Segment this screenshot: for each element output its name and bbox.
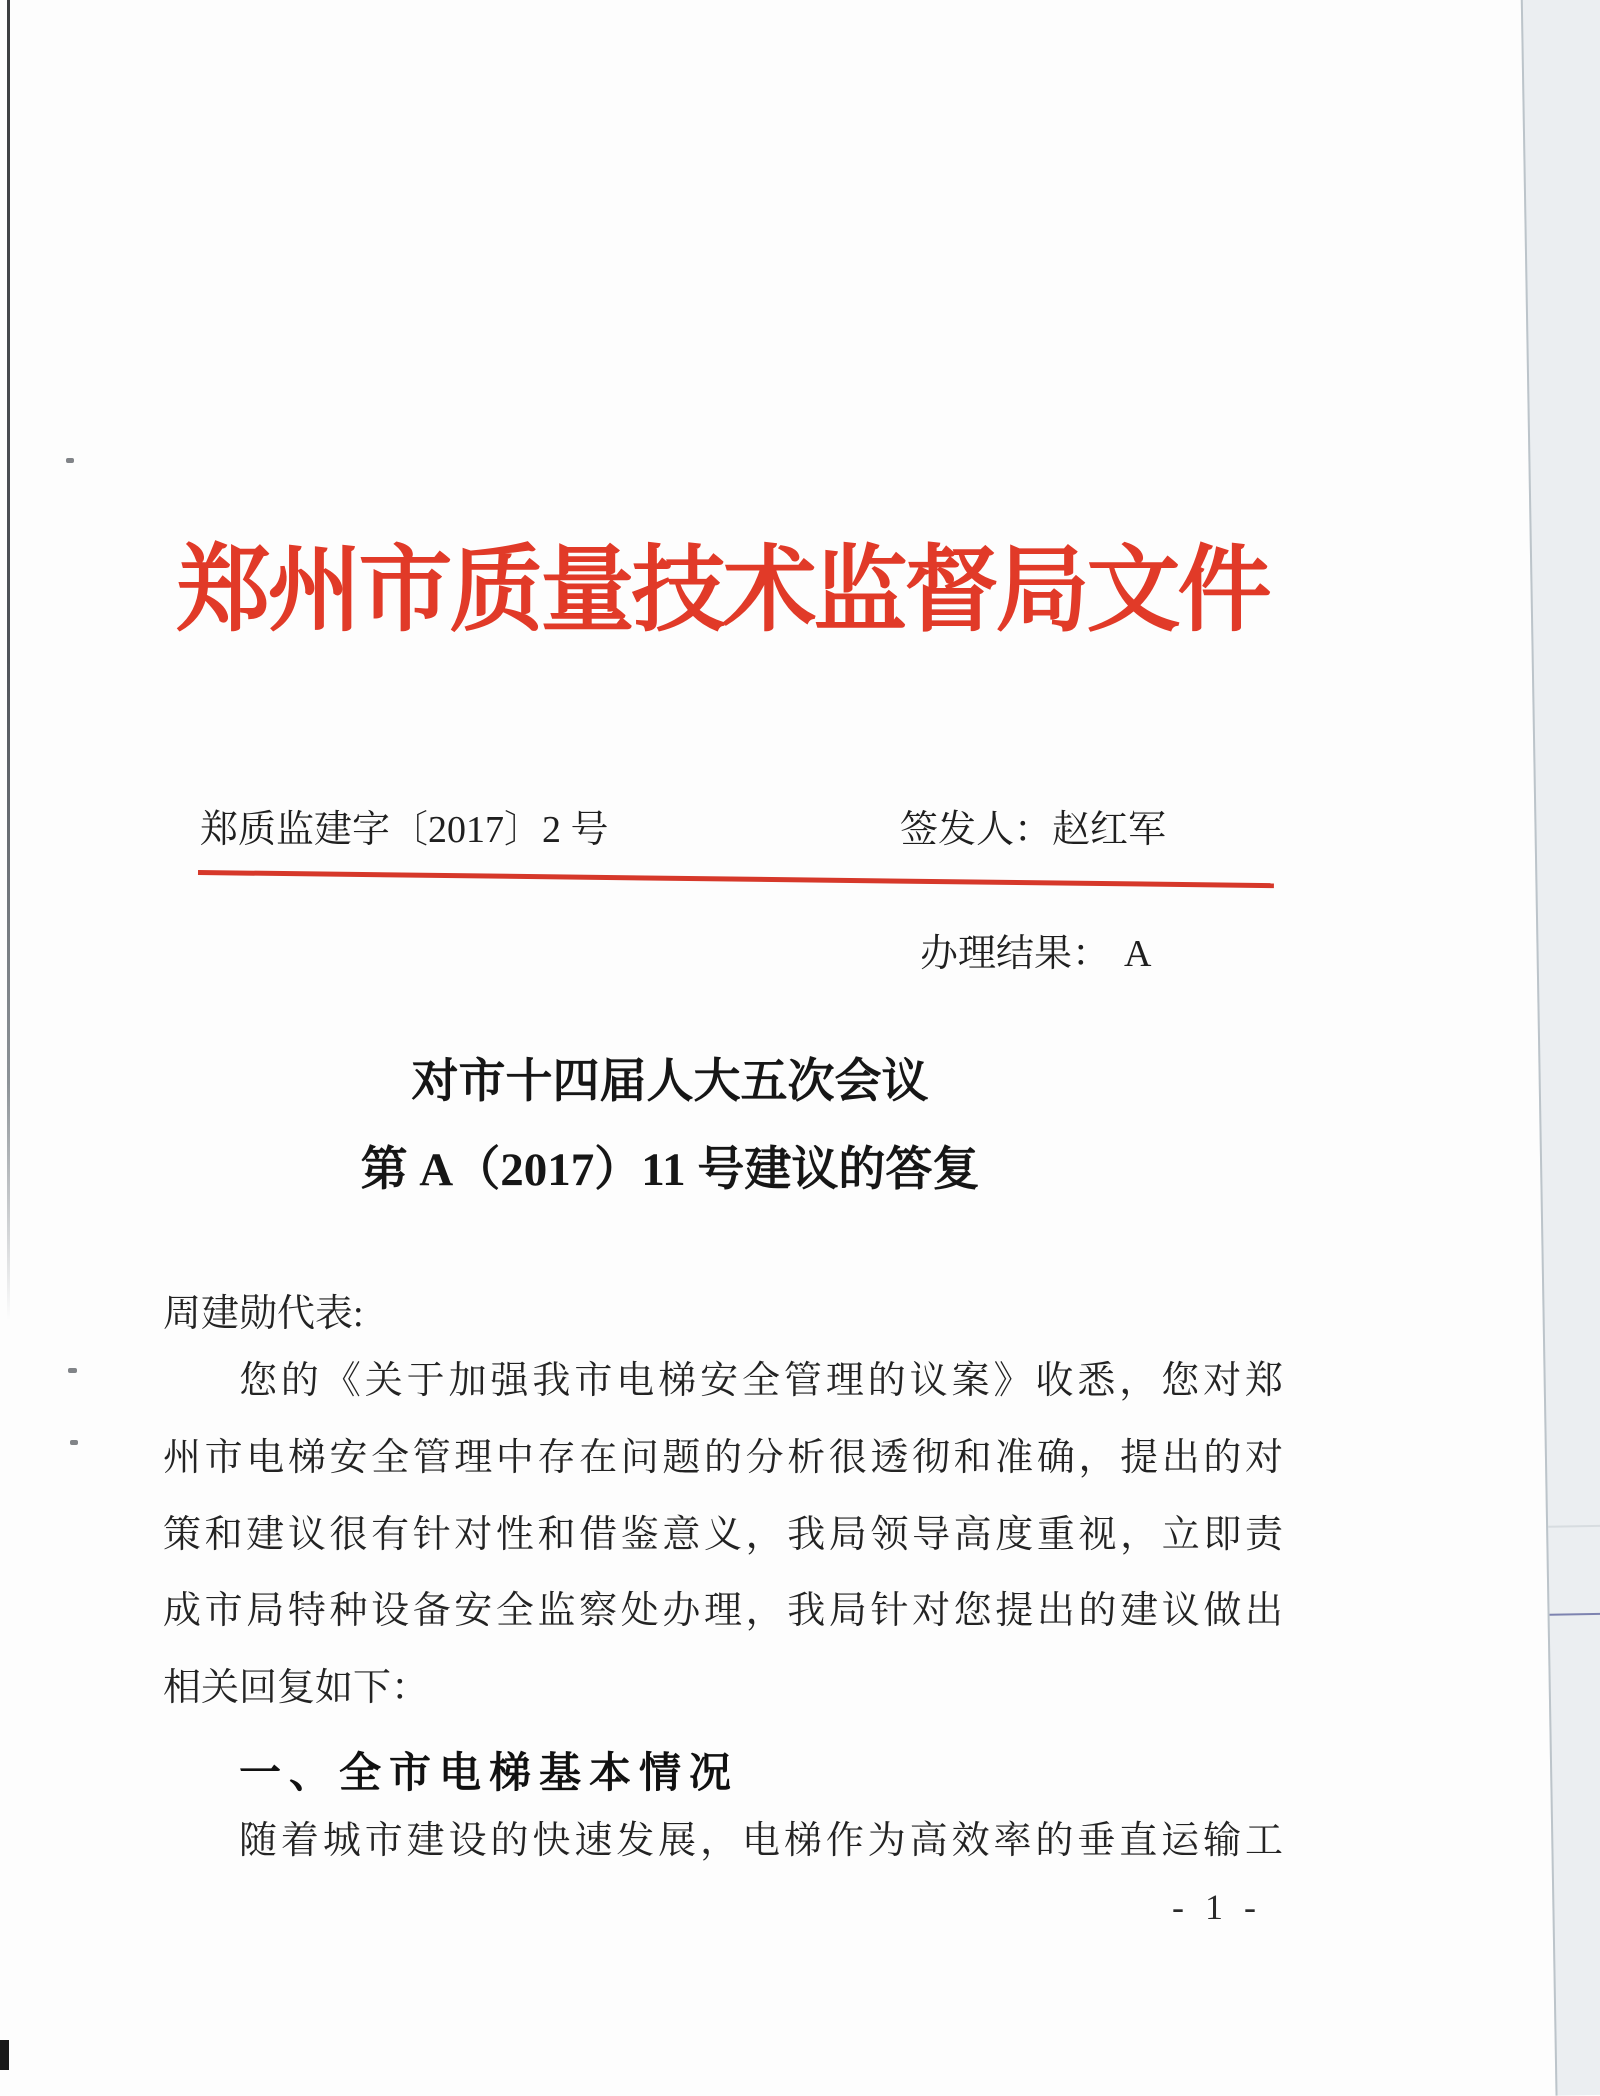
body-line: 相关回复如下： — [163, 1667, 430, 1709]
scan-artifact-purple-line — [1550, 1612, 1600, 1616]
scan-artifact-bottom-left-corner — [0, 2040, 9, 2070]
body-line: 随着城市建设的快速发展，电梯作为高效率的垂直运输工 — [239, 1820, 1283, 1862]
document-title — [160, 1038, 1180, 1214]
document-number: 郑质监建字〔2017〕2 号 — [200, 809, 609, 851]
scan-artifact-speck — [68, 1368, 77, 1373]
processing-result-line — [920, 922, 1151, 977]
agency-letterhead-title: 郑州市质量技术监督局文件 — [176, 539, 1269, 643]
processing-result-label: 办理结果： — [920, 933, 1111, 975]
scan-artifact-left-edge-line — [7, 0, 10, 1320]
issuer-label: 签发人： — [900, 809, 1053, 851]
scan-artifact-speck — [66, 458, 74, 463]
scan-artifact-speck — [70, 1440, 78, 1445]
body-line: 您的《关于加强我市电梯安全管理的议案》收悉，您对郑 — [239, 1360, 1283, 1402]
body-line: 策和建议很有针对性和借鉴意义，我局领导高度重视，立即责 — [163, 1514, 1283, 1556]
body-line: 成市局特种设备安全监察处办理，我局针对您提出的建议做出 — [163, 1590, 1283, 1632]
body-line: 州市电梯安全管理中存在问题的分析很透彻和准确，提出的对 — [163, 1437, 1283, 1479]
scan-artifact-faint-line — [1548, 1524, 1600, 1528]
document-title-line1: 对市十四届人大五次会议 — [411, 1056, 929, 1108]
page-number: - 1 - — [1172, 1887, 1262, 1927]
letterhead-red-rule — [198, 870, 1274, 888]
issuer-name: 赵红军 — [1052, 809, 1167, 851]
issuer-line — [900, 798, 1166, 853]
salutation: 周建勋代表: — [163, 1293, 364, 1335]
section-heading: 一、全市电梯基本情况 — [239, 1749, 740, 1796]
scan-artifact-right-band — [1520, 0, 1600, 2096]
processing-result-value: A — [1124, 933, 1152, 975]
document-title-line2: 第 A（2017）11 号建议的答复 — [360, 1144, 980, 1196]
